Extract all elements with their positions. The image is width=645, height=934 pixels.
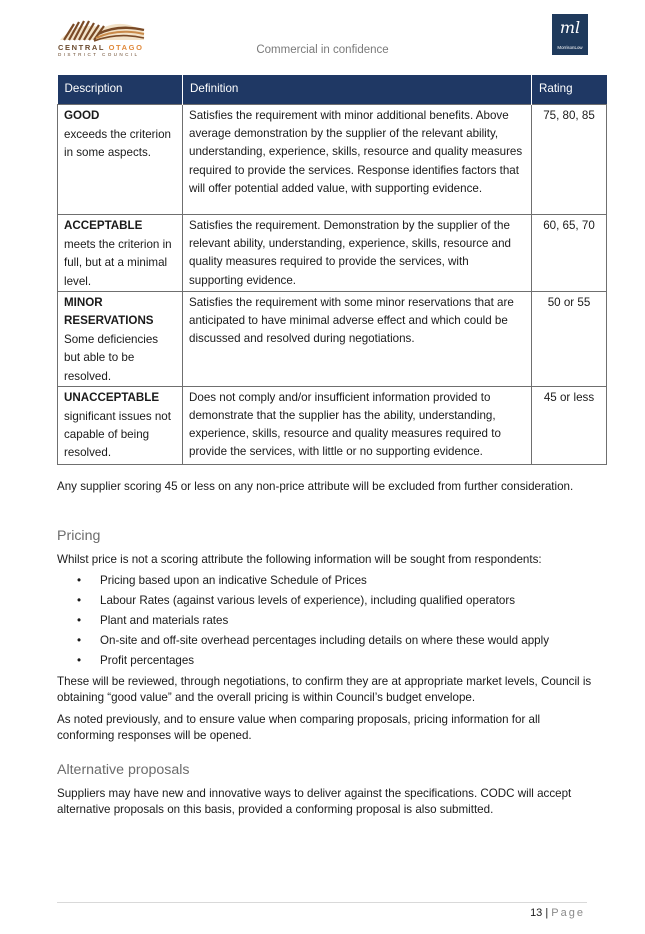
- rating-description: significant issues not capable of being resolved.: [64, 410, 171, 460]
- page-separator: |: [545, 907, 549, 919]
- definition-cell: Satisfies the requirement. Demonstration by the supplier of the relevant ability, understanding, experience, skills, resource and quality measures required to provide the services, with supporting evidence.: [183, 215, 532, 292]
- pricing-open-paragraph: As noted previously, and to ensure value when comparing proposals, pricing information for all conforming responses will be opened.: [57, 713, 541, 742]
- description-cell: [58, 105, 183, 215]
- logo-word-otago: OTAGO: [108, 43, 144, 52]
- footer-divider: [57, 902, 587, 903]
- rating-label: UNACCEPTABLE: [64, 390, 160, 404]
- pricing-review-paragraph: These will be reviewed, through negotiations, to confirm they are at appropriate market levels, Council is obtaining “good value” and the overall pricing is within Council’s budget envelope.: [57, 675, 592, 704]
- alternative-proposals-paragraph: Suppliers may have new and innovative ways to deliver against the specifications. CODC will accept alternative proposals on this basis, provided a conforming proposal is also submitted.: [57, 787, 572, 816]
- logo-subtitle: DISTRICT COUNCIL: [58, 52, 140, 57]
- logo-firm-name: MorrisonLow: [557, 45, 583, 50]
- rating-label: GOOD: [64, 109, 100, 122]
- rating-cell: 60, 65, 70: [532, 215, 607, 292]
- alternative-proposals-heading: Alternative proposals: [57, 762, 190, 778]
- rating-description: Some deficiencies but able to be resolved.: [64, 333, 159, 383]
- description-cell: [58, 291, 183, 386]
- description-cell: [58, 386, 183, 464]
- definition-cell: Satisfies the requirement with some minor reservations that are anticipated to have minimal adverse effect and which could be discussed and resolved during negotiations.: [183, 291, 532, 386]
- rating-cell: 45 or less: [532, 386, 607, 464]
- list-item: • Pricing based upon an indicative Schedule of Prices: [57, 573, 549, 593]
- page-word: Page: [551, 907, 585, 919]
- pricing-heading: Pricing: [57, 528, 101, 544]
- definition-cell: Does not comply and/or insufficient information provided to demonstrate that the supplier has the ability, understanding, experience, skills, resource and quality measures required to provide the services, with little or no supporting evidence.: [183, 386, 532, 464]
- table-header-row: [58, 75, 607, 105]
- mountain-stripes-icon: [58, 14, 148, 44]
- exclusion-note: Any supplier scoring 45 or less on any non-price attribute will be excluded from further consideration.: [57, 480, 574, 493]
- page-number-value: 13: [530, 907, 543, 919]
- pricing-list: [57, 573, 549, 673]
- rating-cell: 75, 80, 85: [532, 105, 607, 215]
- description-cell: [58, 215, 183, 292]
- page-header: [0, 0, 645, 70]
- table-row: [58, 386, 607, 464]
- logo-mark: ml: [559, 18, 581, 37]
- rating-description: exceeds the criterion in some aspects.: [64, 128, 171, 160]
- list-item: • Plant and materials rates: [57, 613, 549, 633]
- page-number: [530, 907, 585, 919]
- list-item: • Labour Rates (against various levels of experience), including qualified operators: [57, 593, 549, 613]
- rating-table: [57, 75, 607, 465]
- column-header: Rating: [532, 75, 607, 105]
- rating-label: MINOR RESERVATIONS: [64, 295, 154, 328]
- list-item: • Profit percentages: [57, 653, 549, 673]
- morrisonlow-logo: [552, 14, 588, 55]
- column-header: Description: [58, 75, 183, 105]
- rating-label: ACCEPTABLE: [64, 219, 143, 232]
- list-item: • On-site and off-site overhead percentages including details on where these would apply: [57, 633, 549, 653]
- table-row: [58, 291, 607, 386]
- rating-description: meets the criterion in full, but at a minimal level.: [64, 238, 172, 288]
- pricing-intro: Whilst price is not a scoring attribute the following information will be sought from respondents:: [57, 553, 542, 566]
- confidentiality-label: Commercial in confidence: [256, 44, 389, 56]
- column-header: Definition: [183, 75, 532, 105]
- definition-cell: Satisfies the requirement with minor additional benefits. Above average demonstration by the supplier of the relevant ability, understanding, experience, skills, resource and quality measures required to provide the services. Response identifies factors that will offer potential added value, with supporting evidence.: [183, 105, 532, 215]
- table-row: [58, 105, 607, 215]
- logo-word-central: CENTRAL: [58, 43, 105, 52]
- table-row: [58, 215, 607, 292]
- rating-cell: 50 or 55: [532, 291, 607, 386]
